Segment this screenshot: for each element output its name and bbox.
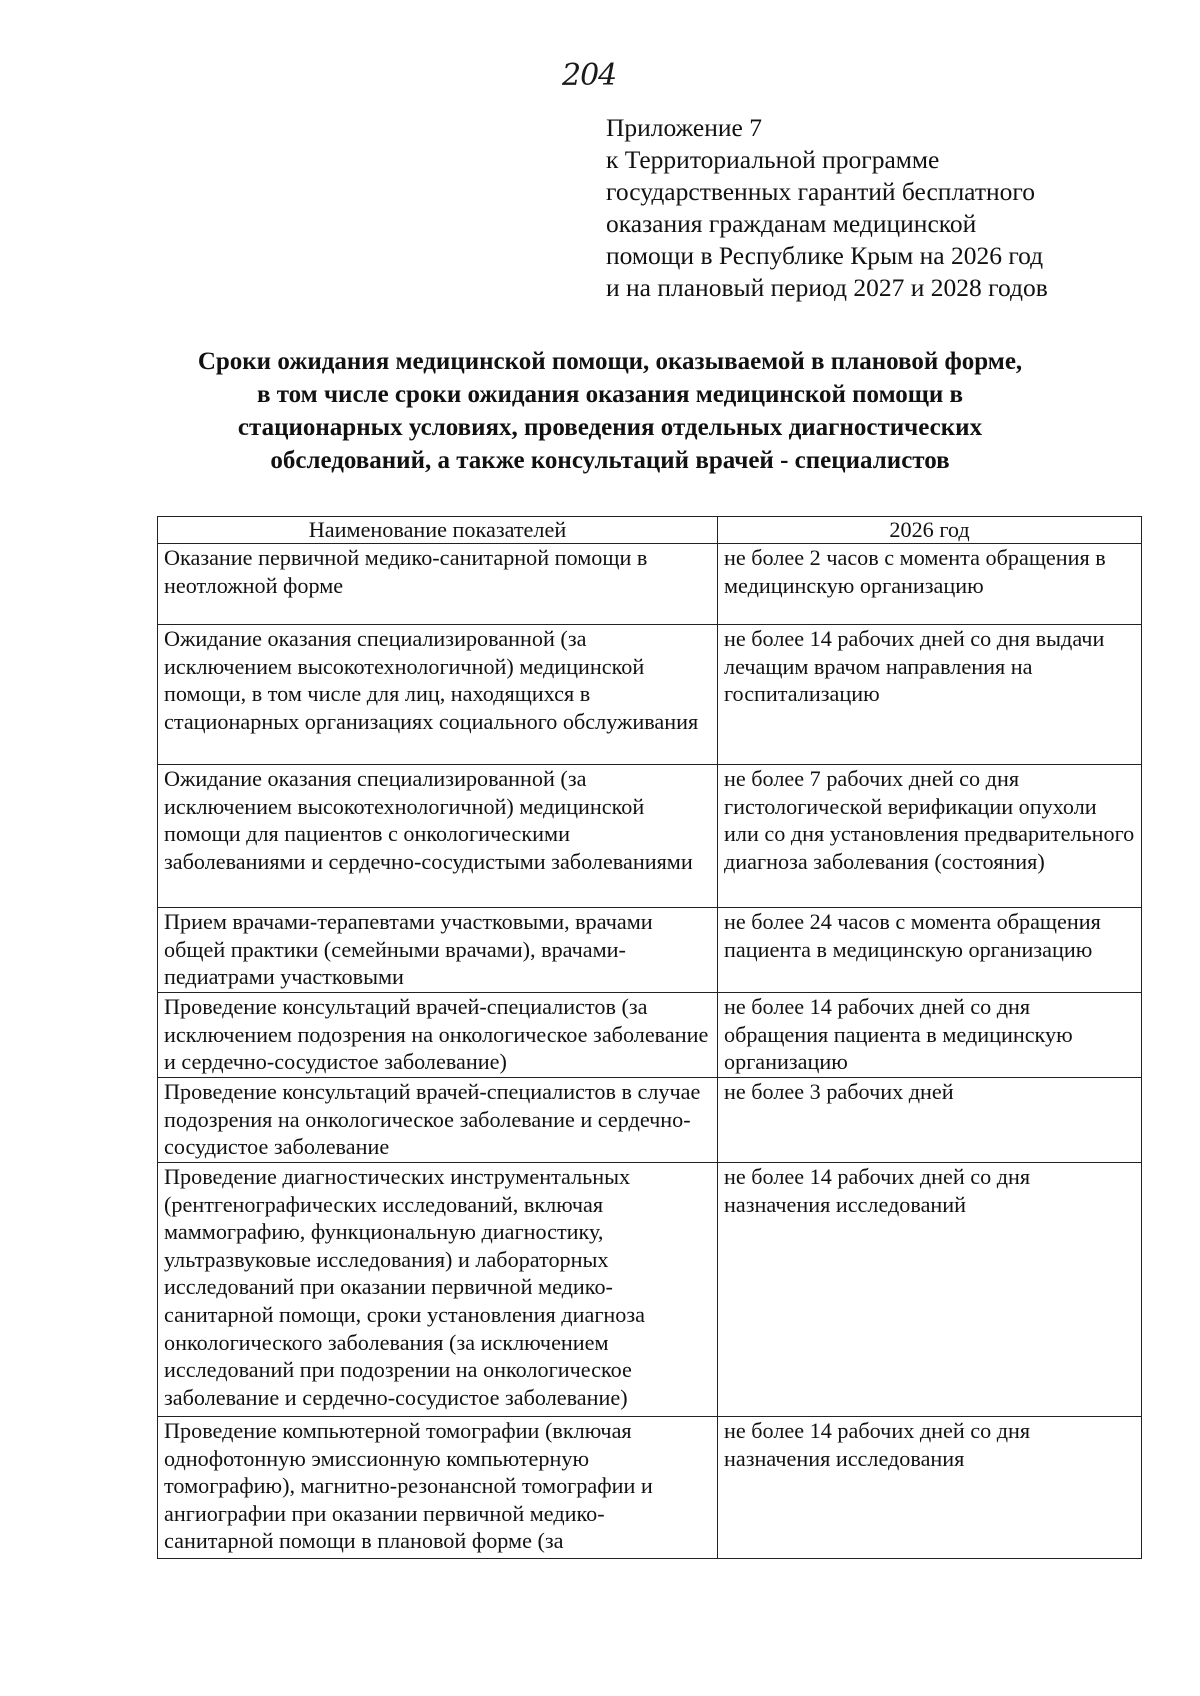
indicator-cell: Проведение консультаций врачей-специалистов в случае подозрения на онкологическое заболевание и сердечно-сосудистое заболевание (158, 1078, 718, 1163)
indicator-cell: Ожидание оказания специализированной (за исключением высокотехнологичной) медицинской помощи, в том числе для лиц, находящихся в стационарных организациях социального обслуживания (158, 625, 718, 765)
term-cell: не более 14 рабочих дней со дня обращения пациента в медицинскую организацию (718, 993, 1142, 1078)
indicator-cell: Ожидание оказания специализированной (за исключением высокотехнологичной) медицинской помощи для пациентов с онкологическими заболеваниями и сердечно-сосудистыми заболеваниями (158, 765, 718, 908)
table-row (158, 1417, 1142, 1559)
indicator-cell: Проведение консультаций врачей-специалистов (за исключением подозрения на онкологическое заболевание и сердечно-сосудистое заболевание) (158, 993, 718, 1078)
indicator-cell: Оказание первичной медико-санитарной помощи в неотложной форме (158, 544, 718, 625)
indicator-cell: Прием врачами-терапевтами участковыми, врачами общей практики (семейными врачами), врачами-педиатрами участковыми (158, 908, 718, 993)
table-row (158, 1163, 1142, 1417)
term-cell: не более 2 часов с момента обращения в медицинскую организацию (718, 544, 1142, 625)
document-title (120, 345, 1100, 477)
table-row (158, 993, 1142, 1078)
term-cell: не более 14 рабочих дней со дня назначения исследования (718, 1417, 1142, 1559)
table-row (158, 908, 1142, 993)
table-header-row (158, 517, 1142, 544)
waiting-times-table (157, 516, 1142, 1559)
appendix-line: помощи в Республике Крым на 2026 год (606, 241, 1044, 270)
term-cell: не более 14 рабочих дней со дня выдачи лечащим врачом направления на госпитализацию (718, 625, 1142, 765)
title-line: Сроки ожидания медицинской помощи, оказываемой в плановой форме, (197, 348, 1023, 375)
header-year: 2026 год (718, 517, 1142, 544)
indicator-cell: Проведение диагностических инструментальных (рентгенографических исследований, включая маммографию, функциональную диагностику, ультразвуковые исследования) и лабораторных исследований при оказании первичной медико-санитарной помощи, сроки установления диагноза онкологического заболевания (за исключением исследований при подозрении на онкологическое заболевание и сердечно-сосудистое заболевание) (158, 1163, 718, 1417)
title-line: стационарных условиях, проведения отдельных диагностических (237, 414, 983, 441)
appendix-line: Приложение 7 (606, 113, 762, 142)
table-row (158, 625, 1142, 765)
term-cell: не более 7 рабочих дней со дня гистологической верификации опухоли или со дня установления предварительного диагноза заболевания (состояния) (718, 765, 1142, 908)
term-cell: не более 24 часов с момента обращения пациента в медицинскую организацию (718, 908, 1142, 993)
page-number: 204 (562, 58, 617, 93)
indicator-cell: Проведение компьютерной томографии (включая однофотонную эмиссионную компьютерную томографию), магнитно-резонансной томографии и ангиографии при оказании первичной медико-санитарной помощи в плановой форме (за (158, 1417, 718, 1559)
title-line: обследований, а также консультаций врачей - специалистов (270, 447, 950, 474)
appendix-line: оказания гражданам медицинской (606, 209, 977, 238)
table-row (158, 1078, 1142, 1163)
appendix-line: к Территориальной программе (606, 145, 940, 174)
title-line: в том числе сроки ожидания оказания медицинской помощи в (256, 381, 964, 408)
appendix-reference (606, 112, 1146, 304)
table-row (158, 544, 1142, 625)
appendix-line: и на плановый период 2027 и 2028 годов (606, 273, 1048, 302)
header-indicator: Наименование показателей (158, 517, 718, 544)
appendix-line: государственных гарантий бесплатного (606, 177, 1035, 206)
term-cell: не более 14 рабочих дней со дня назначения исследований (718, 1163, 1142, 1417)
table-row (158, 765, 1142, 908)
term-cell: не более 3 рабочих дней (718, 1078, 1142, 1163)
